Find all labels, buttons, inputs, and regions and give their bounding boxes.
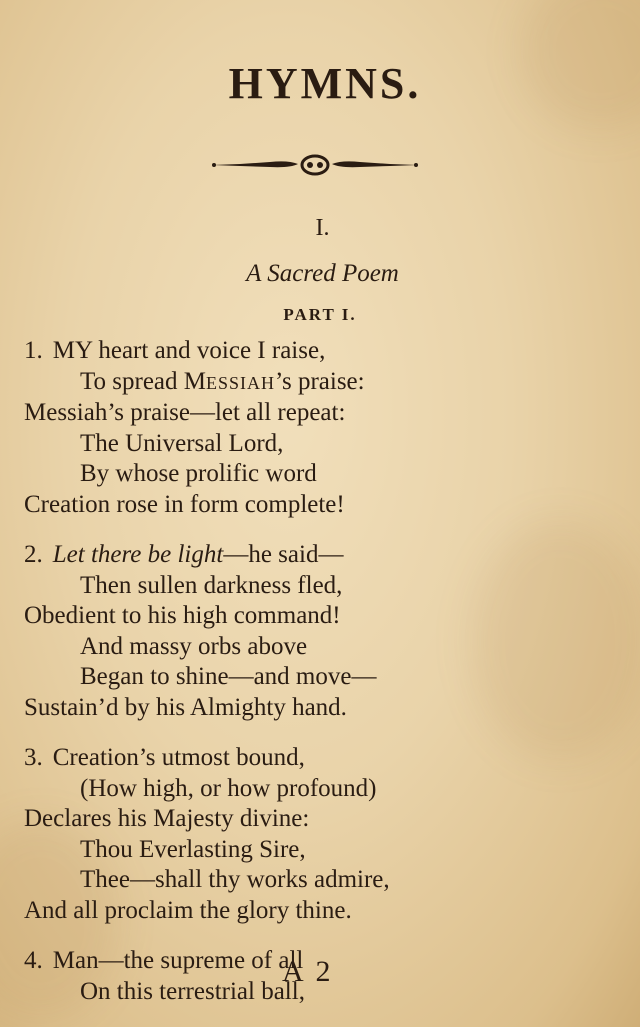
- verse-line: [24, 367, 624, 399]
- verse-line: Began to shine—and move—: [80, 663, 377, 690]
- verse-line: [24, 540, 624, 571]
- verse-text-italic: Let there be light: [52, 541, 224, 568]
- part-heading: PART I.: [283, 305, 357, 324]
- verse-line: On this terrestrial ball,: [80, 977, 305, 1005]
- verse-line: And all proclaim the glory thine.: [24, 896, 352, 924]
- hymn-subtitle: A Sacred Poem: [246, 260, 399, 287]
- hymn-number: I.: [315, 215, 330, 241]
- verse-line: The Universal Lord,: [80, 429, 284, 457]
- verse-text: Creation’s utmost bound,: [52, 744, 305, 771]
- small-caps-word: [184, 368, 275, 395]
- verse-text: ’s praise:: [275, 367, 365, 395]
- verse-line: Sustain’d by his Almighty hand.: [24, 693, 347, 721]
- verse-line: And massy orbs above: [80, 632, 308, 660]
- verse-line: Thee—shall thy works admire,: [80, 866, 390, 893]
- stanza-number: 1.: [24, 337, 43, 364]
- stanza-2: [24, 540, 624, 723]
- verse-line: [24, 743, 624, 774]
- small-caps-initial: M: [183, 367, 207, 395]
- stanza-number: 3.: [24, 744, 43, 771]
- verse-line: Thou Everlasting Sire,: [80, 835, 306, 863]
- verse-text: To spread: [80, 367, 184, 395]
- verse-line: [24, 336, 624, 367]
- stanza-1: [24, 336, 624, 520]
- verse-text: —he said—: [223, 541, 344, 568]
- verse-line: Messiah’s praise—let all repeat:: [24, 399, 346, 426]
- verse-line: Obedient to his high command!: [24, 602, 341, 629]
- small-caps-rest: ESSIAH: [206, 372, 276, 393]
- verse-text: Man—the supreme of all: [52, 947, 304, 974]
- stanza-3: [24, 743, 624, 926]
- verse-line: Declares his Majesty divine:: [24, 805, 310, 832]
- verse-line: Creation rose in form complete!: [24, 490, 345, 518]
- verse-text: MY heart and voice I raise,: [52, 337, 326, 364]
- hymn-text: [24, 336, 624, 1027]
- ornament-divider-icon: [210, 152, 420, 178]
- signature-mark: A 2: [282, 955, 334, 988]
- page-title: HYMNS.: [228, 59, 422, 108]
- verse-line: Then sullen darkness fled,: [80, 571, 343, 599]
- stanza-number: 4.: [24, 947, 43, 974]
- verse-line: By whose prolific word: [80, 460, 317, 487]
- stanza-number: 2.: [24, 541, 43, 568]
- verse-line: (How high, or how profound): [80, 774, 377, 802]
